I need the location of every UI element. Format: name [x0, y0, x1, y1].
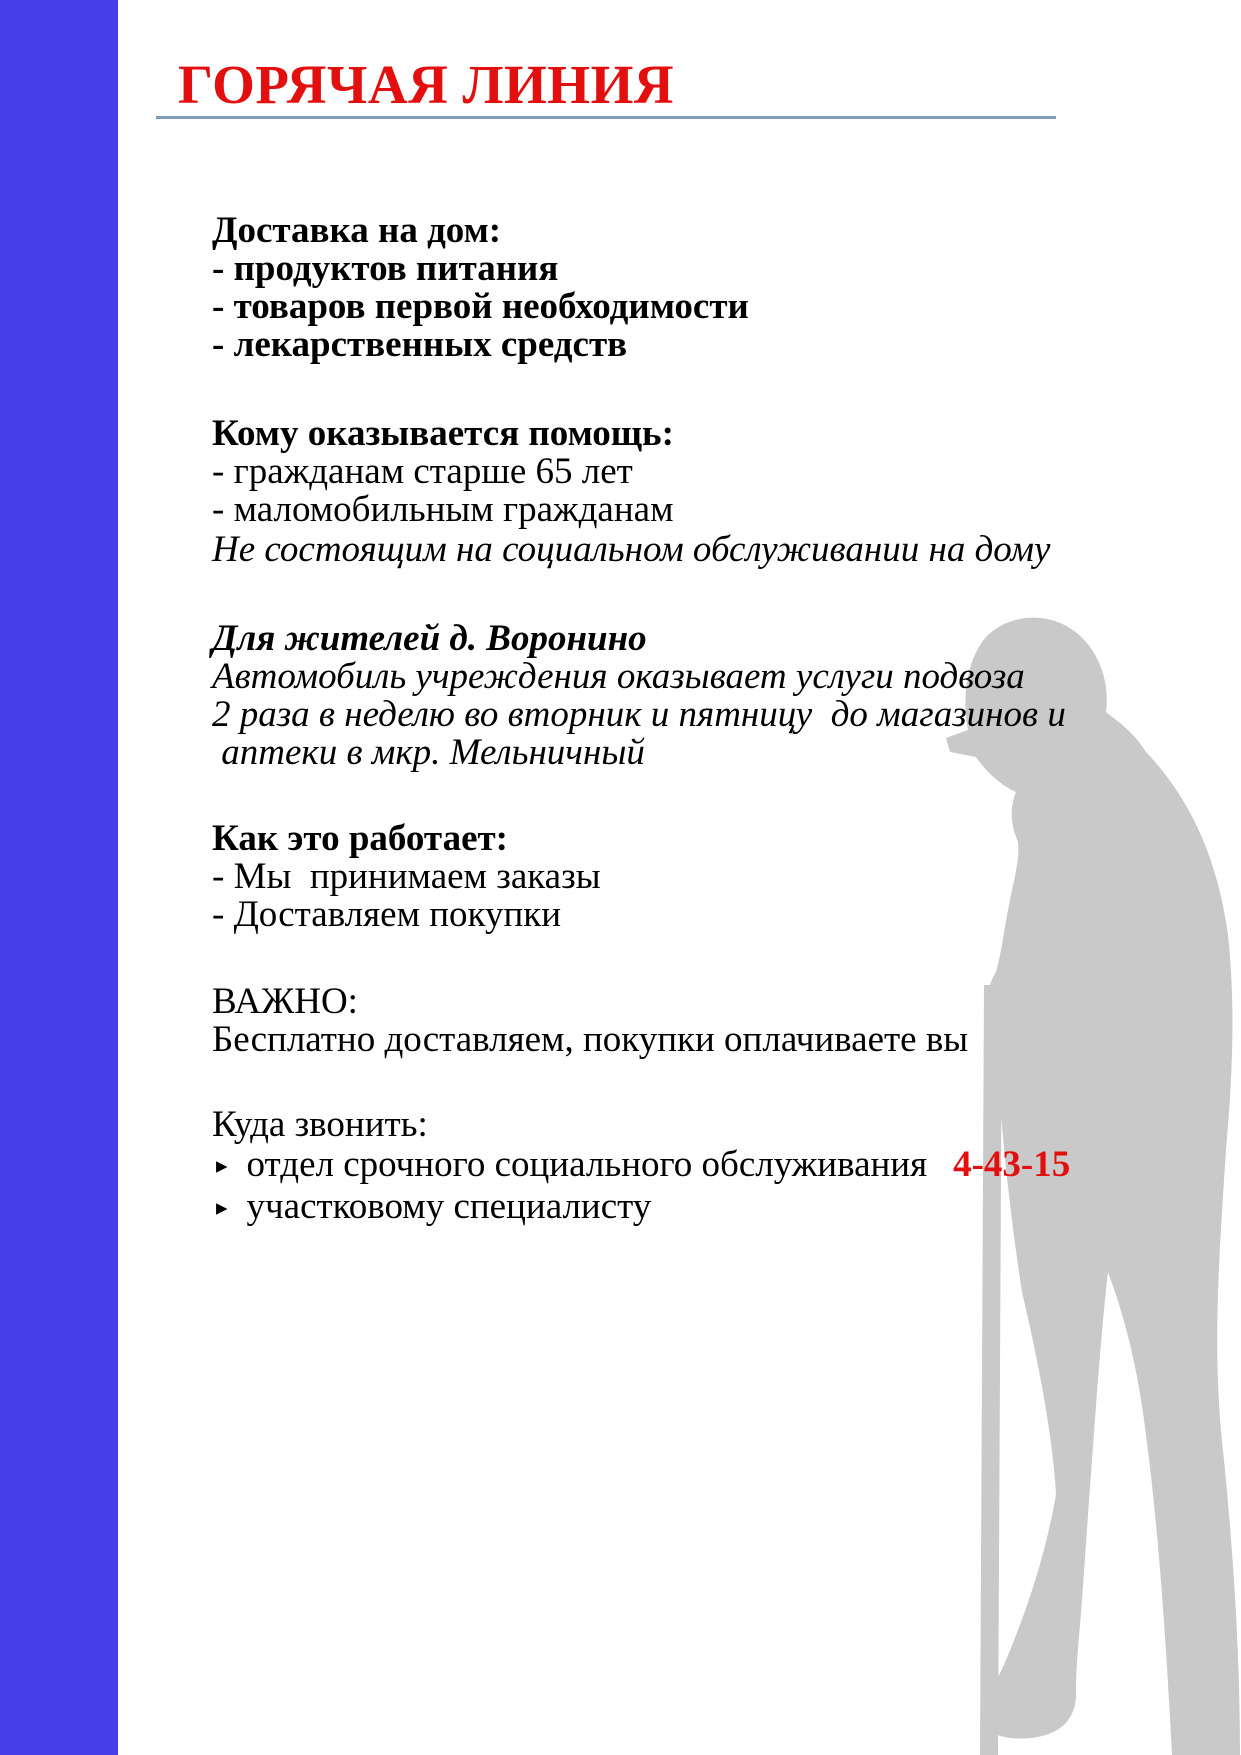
- page-title: ГОРЯЧАЯ ЛИНИЯ: [178, 54, 675, 115]
- delivery-item: - лекарственных средств: [212, 324, 628, 365]
- call-item-label: участковому специалисту: [246, 1186, 652, 1227]
- left-accent-bar: [0, 0, 118, 1755]
- phone-number: 4-43-15: [953, 1144, 1071, 1185]
- how-item: - Мы принимаем заказы: [212, 856, 601, 897]
- recipients-item: - маломобильным гражданам: [212, 489, 674, 530]
- recipients-heading: Кому оказывается помощь:: [212, 413, 674, 454]
- call-item: [216, 1188, 651, 1230]
- call-item: [216, 1146, 1070, 1188]
- recipients-item: - гражданам старше 65 лет: [212, 451, 633, 492]
- bullet-icon: ▸: [216, 1195, 228, 1221]
- delivery-heading: Доставка на дом:: [212, 210, 502, 251]
- cane-icon: [980, 985, 1002, 1755]
- call-item-label: отдел срочного социального обслуживания: [246, 1144, 928, 1185]
- important-heading: ВАЖНО:: [212, 981, 358, 1022]
- voronino-line: аптеки в мкр. Мельничный: [212, 732, 645, 773]
- title-underline: [156, 116, 1056, 119]
- call-heading: Куда звонить:: [212, 1104, 428, 1145]
- delivery-item: - продуктов питания: [212, 248, 559, 289]
- recipients-note: Не состоящим на социальном обслуживании на дому: [212, 529, 1051, 570]
- voronino-heading: Для жителей д. Воронино: [212, 618, 647, 659]
- how-item: - Доставляем покупки: [212, 894, 562, 935]
- voronino-line: Автомобиль учреждения оказывает услуги подвоза: [212, 656, 1025, 697]
- important-text: Бесплатно доставляем, покупки оплачиваете вы: [212, 1019, 969, 1060]
- voronino-line: 2 раза в неделю во вторник и пятницу до магазинов и: [212, 694, 1066, 735]
- delivery-item: - товаров первой необходимости: [212, 286, 749, 327]
- bullet-icon: ▸: [216, 1153, 228, 1179]
- how-heading: Как это работает:: [212, 818, 508, 859]
